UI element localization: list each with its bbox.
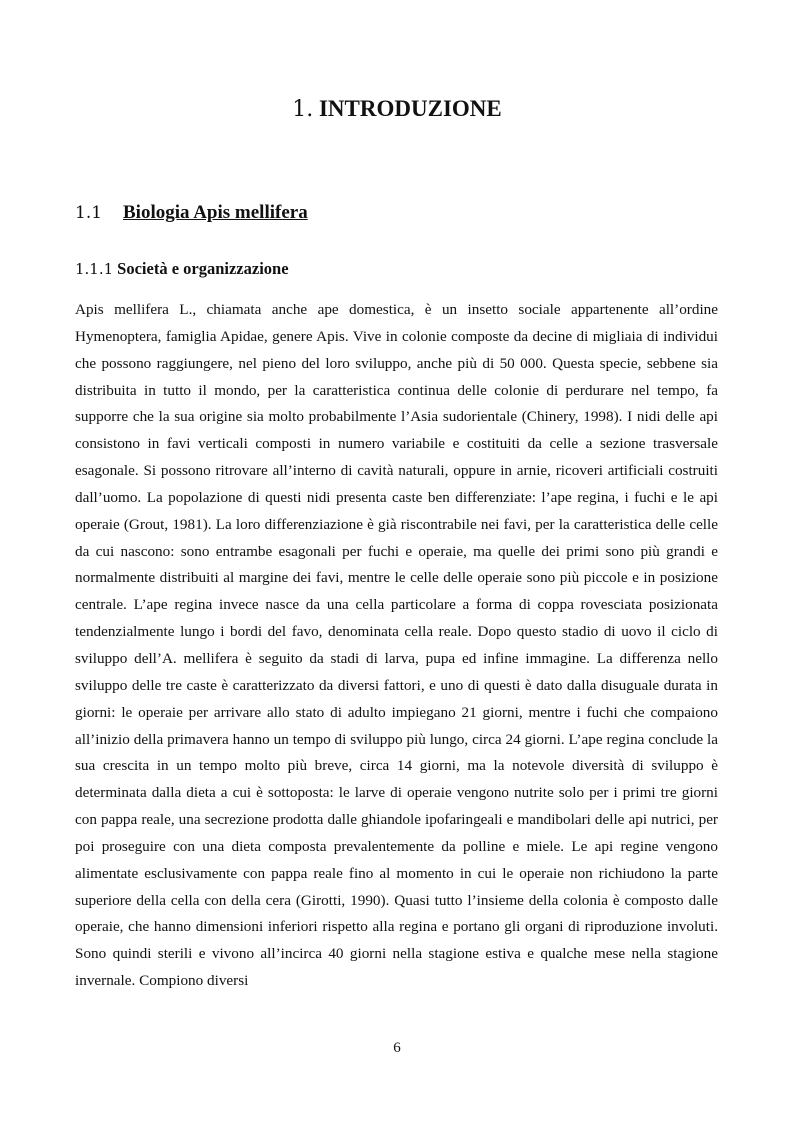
chapter-title-text: INTRODUZIONE — [318, 96, 502, 121]
subsection-number: 1.1.1 — [75, 260, 114, 278]
chapter-title — [0, 92, 794, 127]
section-number: 1.1 — [75, 203, 103, 223]
subsection-title-text: Società e organizzazione — [117, 259, 289, 278]
chapter-number: 1. — [292, 97, 314, 122]
section-title-text: Biologia Apis mellifera — [123, 202, 308, 223]
section-title — [75, 200, 308, 226]
page-number: 6 — [393, 1040, 401, 1056]
subsection-title — [75, 257, 289, 281]
body-paragraph: Apis mellifera L., chiamata anche ape domestica, è un insetto sociale appartenente all’ordine Hymenoptera, famiglia Apidae, genere Apis. Vive in colonie composte da decine di migliaia di individui che possono raggiungere, nel pieno del loro sviluppo, anche più di 50 000. Questa specie, sebbene sia distribuita in tutto il mondo, per la caratteristica continua delle colonie di perdurare nel tempo, fa supporre che la sua origine sia molto probabilmente l’Asia sudorientale (Chinery, 1998). I nidi delle api consistono in favi verticali composti in numero variabile e costituiti da celle a sezione trasversale esagonale. Si possono ritrovare all’interno di cavità naturali, oppure in arnie, ricoveri artificiali costruiti dall’uomo. La popolazione di questi nidi presenta caste ben differenziate: l’ape regina, i fuchi e le api operaie (Grout, 1981). La loro differenziazione è già riscontrabile nei favi, per la caratteristica delle celle da cui nascono: sono entrambe esagonali per fuchi e operaie, ma quelle dei primi sono più grandi e normalmente distribuiti al margine dei favi, mentre le celle delle operaie sono più piccole e in posizione centrale. L’ape regina invece nasce da una cella particolare a forma di coppa rovesciata posizionata tendenzialmente lungo i bordi del favo, denominata cella reale. Dopo questo stadio di uovo il ciclo di sviluppo dell’A. mellifera è seguito da stadi di larva, pupa ed infine immagine. La differenza nello sviluppo delle tre caste è caratterizzato da diversi fattori, e uno di questi è dato dalla disuguale durata in giorni: le operaie per arrivare allo stato di adulto impiegano 21 giorni, mentre i fuchi che compaiono all’inizio della primavera hanno un tempo di sviluppo più lungo, circa 24 giorni. L’ape regina conclude la sua crescita in un tempo molto più breve, circa 14 giorni, ma la notevole diversità di sviluppo è determinata dalla dieta a cui è sottoposta: le larve di operaie vengono nutrite solo per i primi tre giorni con pappa reale, una secrezione prodotta dalle ghiandole ipofaringeali e mandibolari delle api nutrici, per poi proseguire con una dieta composta prevalentemente da polline e miele. Le api regine vengono alimentate esclusivamente con pappa reale fino al momento in cui le operaie non richiudono la parte superiore della cella con della cera (Girotti, 1990). Quasi tutto l’insieme della colonia è composto dalle operaie, che hanno dimensioni inferiori rispetto alla regina e portano gli organi di riproduzione involuti. Sono quindi sterili e vivono all’incirca 40 giorni nella stagione estiva e qualche mese nella stagione invernale. Compiono diversi — [75, 301, 718, 990]
